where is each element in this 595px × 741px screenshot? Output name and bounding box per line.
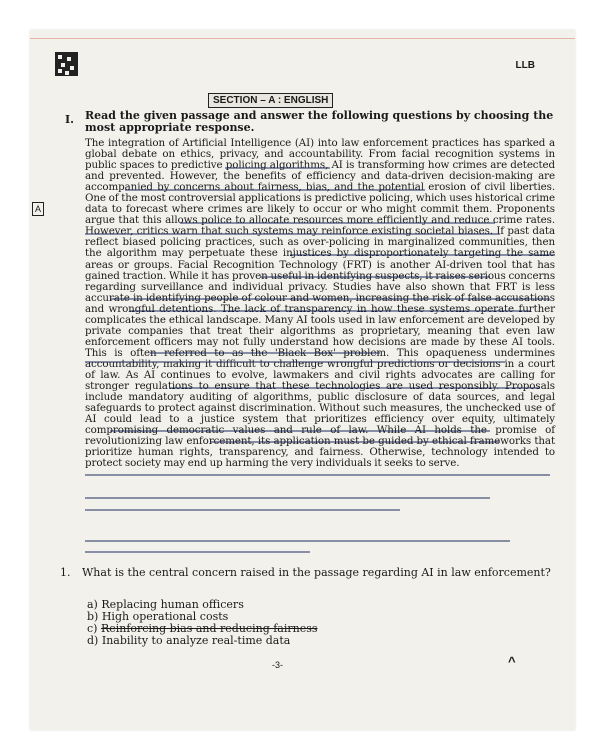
question-text: What is the central concern raised in the passage regarding AI in law enforcement? (82, 566, 551, 579)
exam-page (30, 30, 575, 730)
caret-icon: ^ (508, 654, 516, 669)
section-title: SECTION – A : ENGLISH (208, 93, 333, 108)
question-number: 1. (60, 566, 71, 579)
option-label: Replacing human officers (101, 598, 244, 611)
paper-code: LLB (515, 60, 535, 71)
option-key: b) (87, 610, 99, 623)
option-key: a) (87, 598, 98, 611)
option-label: High operational costs (101, 610, 229, 623)
option-label: Reinforcing bias and reducing fairness (100, 622, 318, 635)
answer-options (87, 599, 318, 647)
top-rule (30, 38, 575, 39)
option-label: Inability to analyze real-time data (101, 634, 291, 647)
option-key: d) (87, 634, 99, 647)
option-d[interactable] (87, 635, 318, 647)
question-block-number: I. (65, 113, 74, 126)
page-number: -3- (272, 660, 283, 670)
instruction-text: Read the given passage and answer the following questions by choosing the most appropriate response. (85, 109, 554, 134)
reading-passage: The integration of Artificial Intelligence (AI) into law enforcement practices has sparked a global debate on ethics, privacy, and accountability. From facial recognition systems in public spaces to predictive policing algorithms, AI is transforming how crimes are detected and prevented. However, the benefits of efficiency and data-driven decision-making are accompanied by concerns about fairness, bias, and the potential erosion of civil liberties. One of the most controversial applications is predictive policing, which uses historical crime data to forecast where crimes are likely to occur or who might commit them. Proponents argue that this allows police to allocate resources more efficiently and reduce crime rates. However, critics warn that such systems may reinforce existing societal biases. If past data reflect biased policing practices, such as over-policing in marginalized communities, then the algorithm may perpetuate these injustices by disproportionately targeting the same areas or groups. Facial Recognition Technology (FRT) is another AI-driven tool that has gained traction. While it has proven useful in identifying suspects, it raises serious concerns regarding surveillance and individual privacy. Studies have also shown that FRT is less accurate in identifying people of colour and women, increasing the risk of false accusations and wrongful detentions. The lack of transparency in how these systems operate further complicates the ethical landscape. Many AI tools used in law enforcement are developed by private companies that treat their algorithms as proprietary, meaning that even law enforcement officers may not fully understand how decisions are made by these AI tools. This is often referred to as the 'Black Box' problem. This opaqueness undermines accountability, making it difficult to challenge wrongful predictions or decisions in a court of law. As AI continues to evolve, lawmakers and civil rights advocates are calling for stronger regulations to ensure that these technologies are used responsibly. Proposals include mandatory auditing of algorithms, public disclosure of data sources, and legal safeguards to protect against discrimination. Without such measures, the unchecked use of AI could lead to a justice system that prioritizes efficiency over equity, ultimately compromising democratic values and rule of law. While AI holds the promise of revolutionizing law enforcement, its application must be guided by ethical frameworks that prioritize human rights, transparency, and fairness. Otherwise, technology intended to protect society may end up harming the very individuals it seeks to serve. (85, 137, 555, 470)
margin-mark-icon: A (32, 202, 44, 216)
option-key: c) (87, 622, 98, 635)
qr-code-icon (55, 52, 78, 76)
